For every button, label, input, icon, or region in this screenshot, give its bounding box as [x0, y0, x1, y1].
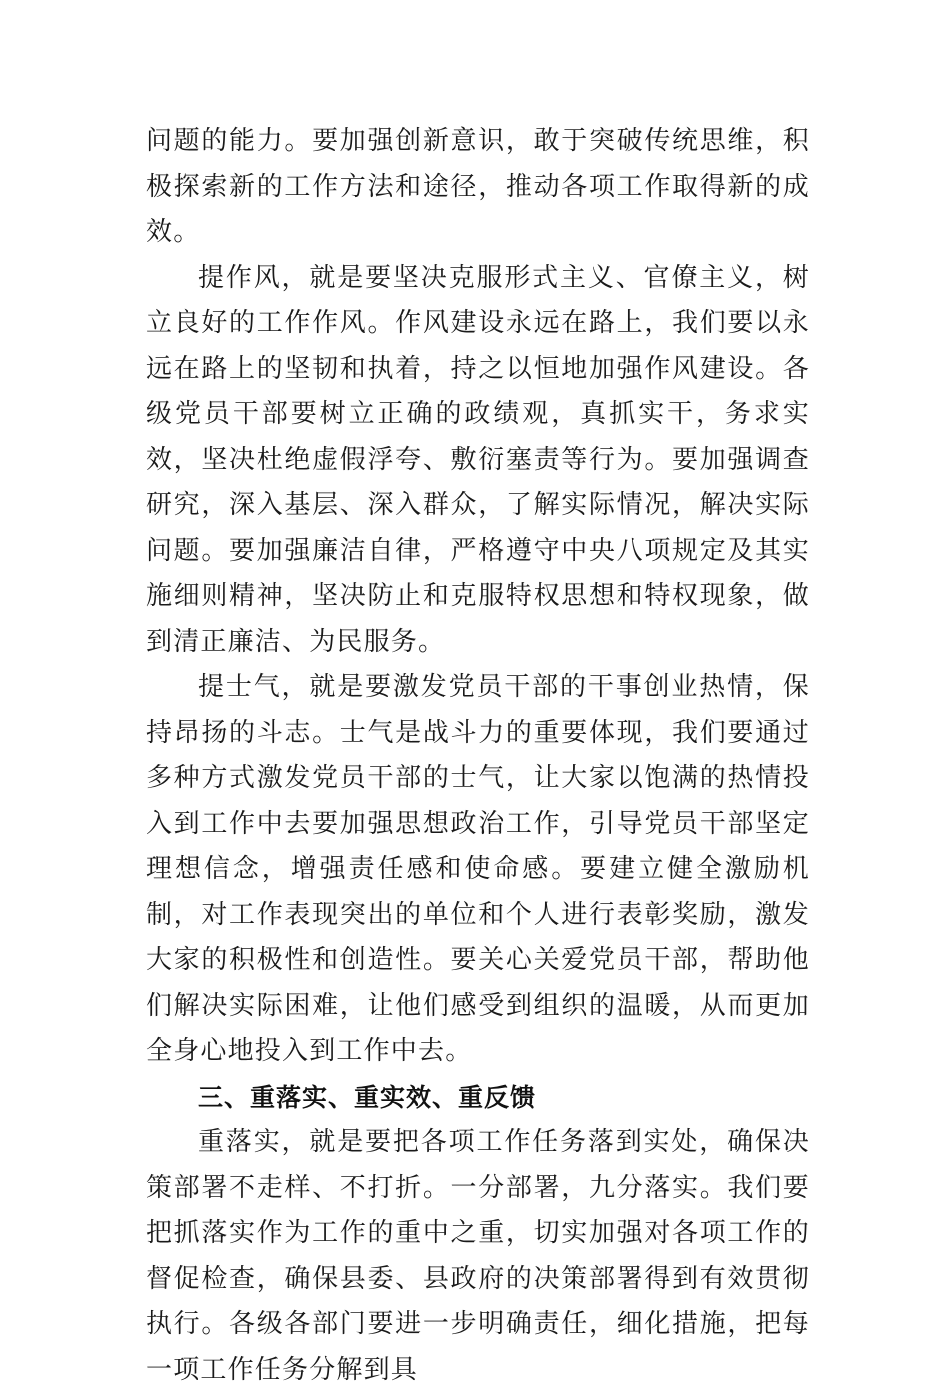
- document-body: [146, 119, 810, 1393]
- paragraph-implementation: 重落实，就是要把各项工作任务落到实处，确保决策部署不走样、不打折。一分部署，九分落实。我们要把抓落实作为工作的重中之重，切实加强对各项工作的督促检查，确保县委、县政府的决策部署得到有效贯彻执行。各级各部门要进一步明确责任，细化措施，把每一项工作任务分解到具: [146, 1127, 810, 1385]
- paragraph-work-style: 提作风，就是要坚决克服形式主义、官僚主义，树立良好的工作作风。作风建设永远在路上，我们要以永远在路上的坚韧和执着，持之以恒地加强作风建设。各级党员干部要树立正确的政绩观，真抓实干，务求实效，坚决杜绝虚假浮夸、敷衍塞责等行为。要加强调查研究，深入基层、深入群众，了解实际情况，解决实际问题。要加强廉洁自律，严格遵守中央八项规定及其实施细则精神，坚决防止和克服特权思想和特权现象，做到清正廉洁、为民服务。: [146, 262, 810, 657]
- section-heading: 三、重落实、重实效、重反馈: [198, 1082, 537, 1112]
- continuation-paragraph: 问题的能力。要加强创新意识，敢于突破传统思维，积极探索新的工作方法和途径，推动各项工作取得新的成效。: [146, 126, 810, 247]
- paragraph-morale: 提士气，就是要激发党员干部的干事创业热情，保持昂扬的斗志。士气是战斗力的重要体现，我们要通过多种方式激发党员干部的士气，让大家以饱满的热情投入到工作中去要加强思想政治工作，引导党员干部坚定理想信念，增强责任感和使命感。要建立健全激励机制，对工作表现突出的单位和个人进行表彰奖励，激发大家的积极性和创造性。要关心关爱党员干部，帮助他们解决实际困难，让他们感受到组织的温暖，从而更加全身心地投入到工作中去。: [146, 672, 810, 1066]
